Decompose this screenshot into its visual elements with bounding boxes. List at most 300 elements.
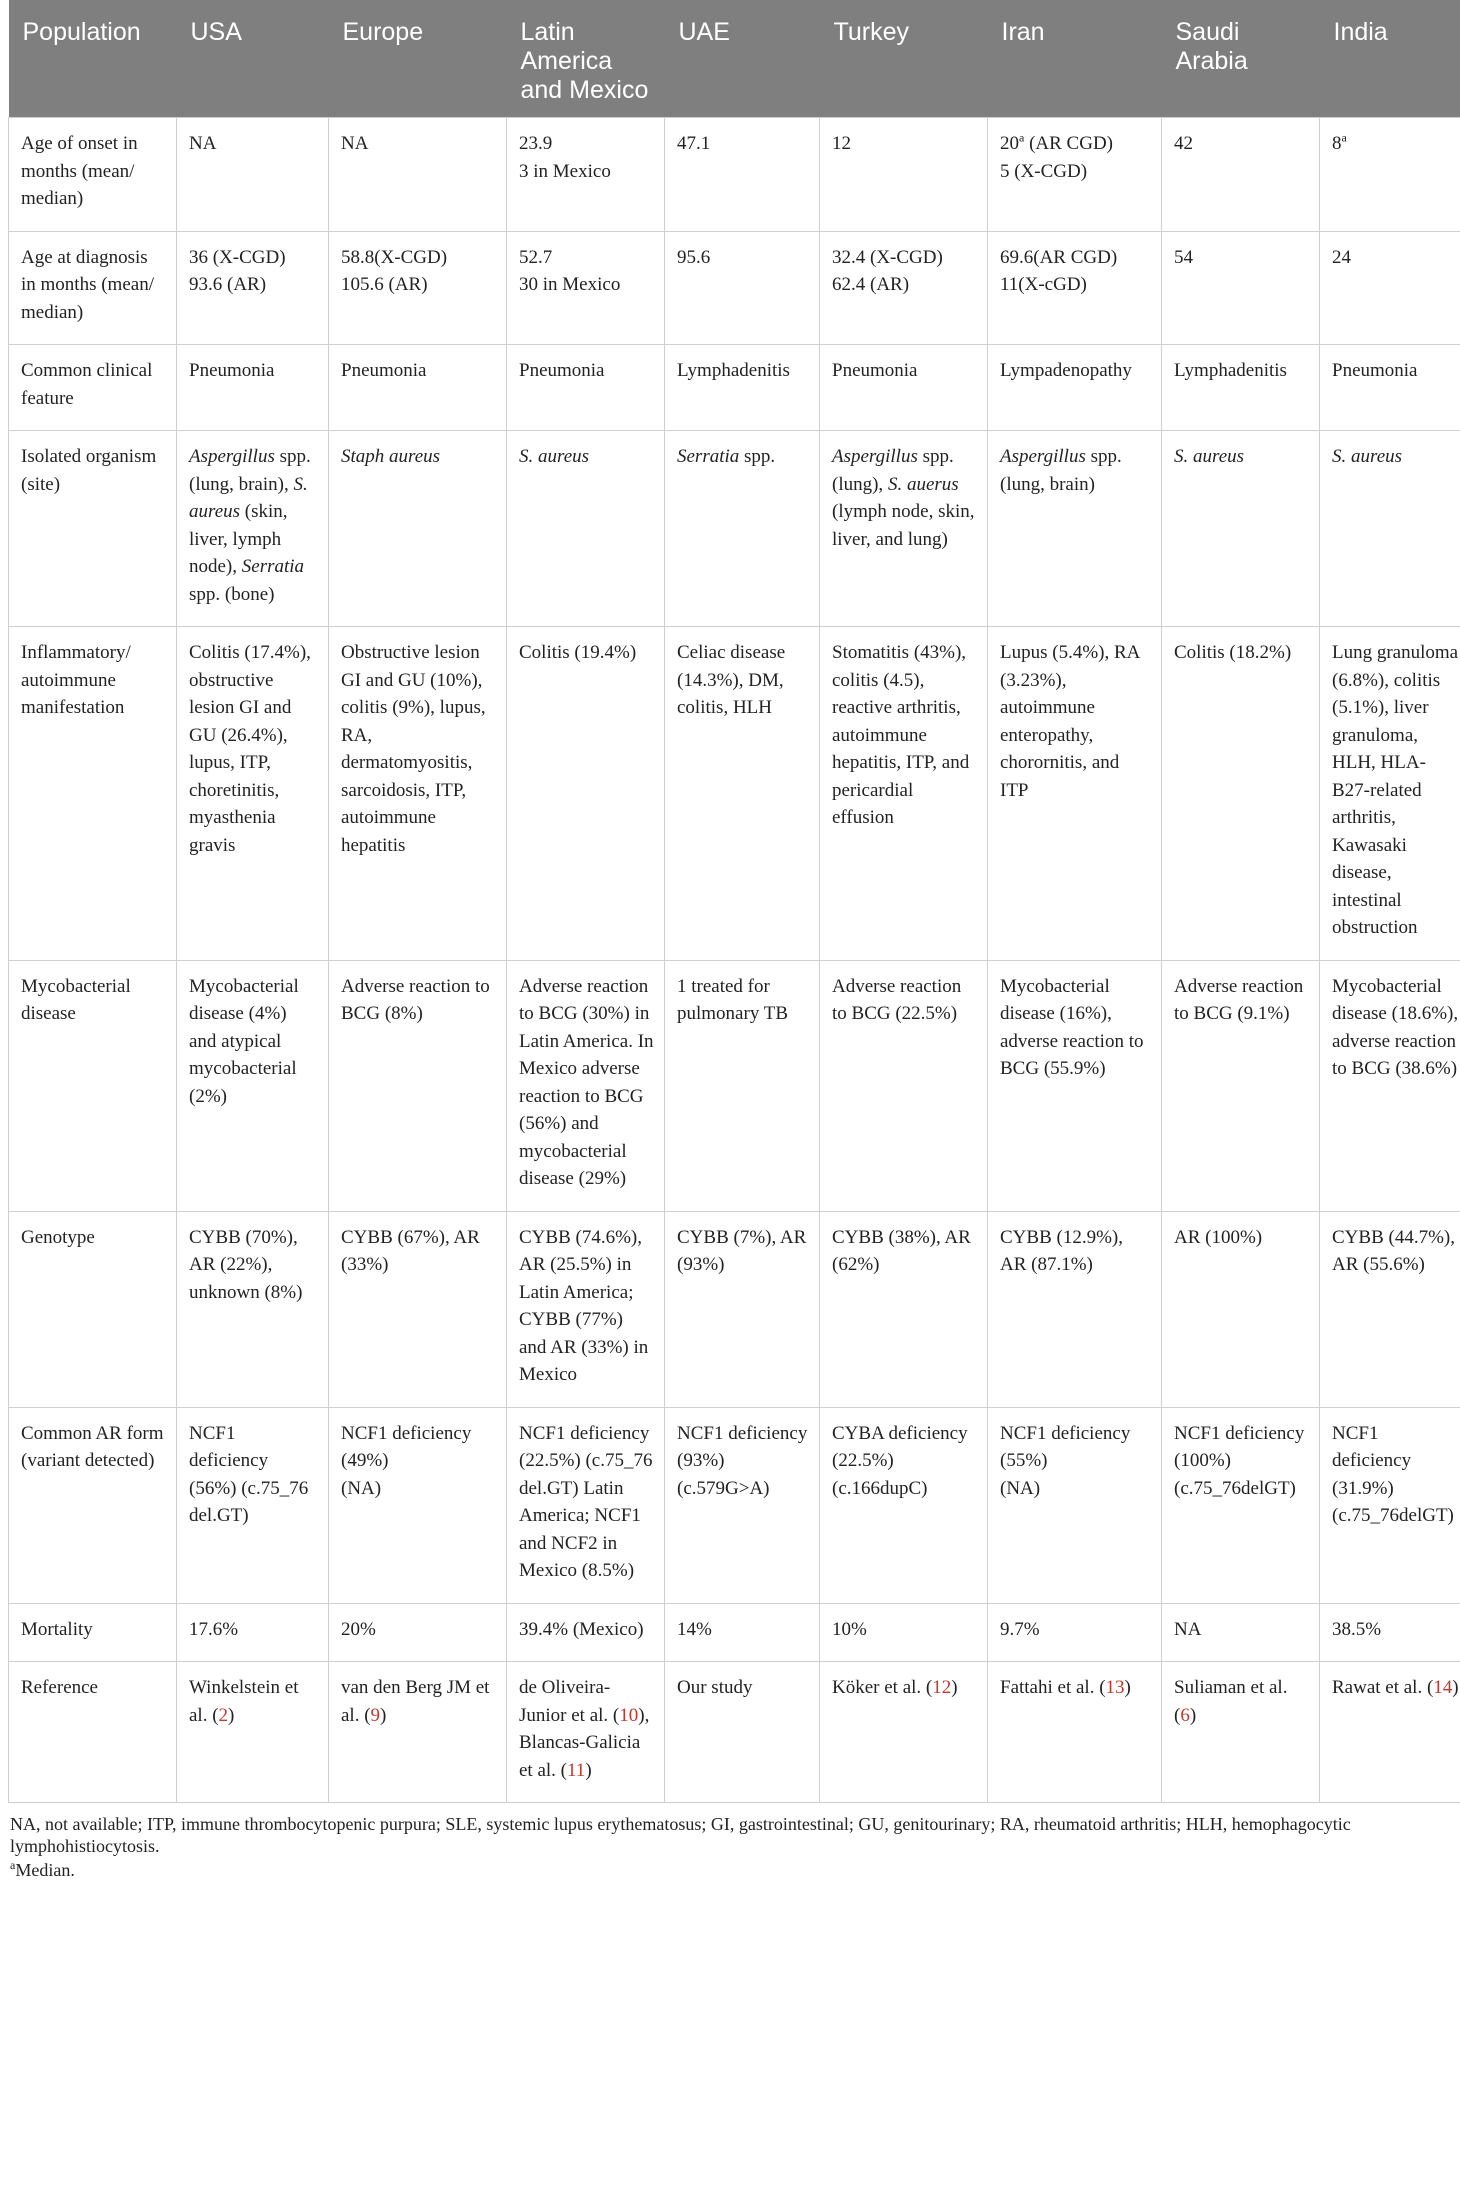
cell-text: 42 — [1174, 133, 1193, 154]
cell-isolated-organism-india — [1320, 431, 1460, 627]
cell-text: CYBB (38%), AR (62%) — [832, 1226, 971, 1275]
cell-text: Pneumonia — [189, 360, 275, 381]
cell-line — [341, 1224, 496, 1279]
cell-age-at-diagnosis-india — [1320, 231, 1460, 345]
cell-mortality-turkey — [820, 1603, 988, 1662]
cell-text: spp. (bone) — [189, 583, 275, 605]
cell-line — [1000, 271, 1151, 299]
cell-isolated-organism-europe — [329, 431, 507, 627]
cell-line — [677, 1674, 809, 1702]
cell-text: 93.6 (AR) — [189, 274, 267, 295]
cell-text: CYBB (44.7%), AR (55.6%) — [1332, 1226, 1455, 1275]
cell-text: 54 — [1174, 246, 1193, 268]
cell-genotype-europe — [329, 1211, 507, 1407]
cell-age-of-onset-india — [1320, 118, 1460, 232]
cell-line — [832, 271, 977, 299]
table-row-age-at-diagnosis — [9, 231, 1460, 345]
cell-line — [1000, 1224, 1151, 1279]
cell-line — [1174, 443, 1309, 471]
cell-inflammatory-autoimmune-uae — [665, 627, 820, 961]
table-row-reference — [9, 1662, 1460, 1803]
cell-mortality-usa — [177, 1603, 329, 1662]
cell-text: CYBB (70%), AR (22%), unknown (8%) — [189, 1226, 303, 1303]
cell-mortality-india — [1320, 1603, 1460, 1662]
cell-line — [189, 271, 318, 299]
header-iran: Iran — [988, 0, 1162, 118]
cell-common-clinical-feature-uae — [665, 345, 820, 431]
cell-text: NCF1 deficiency (93%) (c.579G>A) — [677, 1422, 808, 1499]
cell-text: NCF1 deficiency (55%) — [1000, 1422, 1131, 1471]
cell-text: (NA) — [1000, 1477, 1041, 1499]
cell-text: Köker et al. ( — [832, 1677, 933, 1698]
cell-line — [1332, 357, 1460, 385]
cell-mycobacterial-disease-turkey — [820, 960, 988, 1211]
cell-isolated-organism-turkey — [820, 431, 988, 627]
cell-line — [832, 639, 977, 832]
cell-line — [189, 973, 318, 1111]
cell-common-ar-form-europe — [329, 1407, 507, 1603]
cell-line — [677, 639, 809, 722]
cell-text: ) — [1452, 1677, 1459, 1698]
cell-text: AR (100%) — [1174, 1226, 1263, 1248]
footnote-median — [10, 1859, 1452, 1881]
cell-text: Adverse reaction to BCG (9.1%) — [1174, 975, 1304, 1024]
row-label-isolated-organism: Isolated organism (site) — [9, 431, 177, 627]
cell-text: Lymphadenitis — [1174, 360, 1287, 381]
cell-line — [519, 130, 654, 158]
cell-text: 32.4 (X-CGD) — [832, 246, 943, 268]
cell-text: S. aureus — [189, 473, 308, 522]
cell-common-ar-form-india — [1320, 1407, 1460, 1603]
cell-text: NCF1 deficiency (22.5%) (c.75_76 del.GT) Latin America; NCF1 and NCF2 in Mexico (8.5%) — [519, 1422, 653, 1581]
cell-inflammatory-autoimmune-iran — [988, 627, 1162, 961]
cell-text: 9.7% — [1000, 1618, 1040, 1640]
cell-age-of-onset-europe — [329, 118, 507, 232]
cell-reference-india — [1320, 1662, 1460, 1803]
cell-text: spp. (lung, brain), — [189, 446, 311, 495]
cell-line — [519, 357, 654, 385]
cell-common-ar-form-turkey — [820, 1407, 988, 1603]
cell-text: Suliaman et al. ( — [1174, 1677, 1288, 1726]
cell-age-at-diagnosis-usa — [177, 231, 329, 345]
reference-link[interactable]: 6 — [1180, 1704, 1190, 1726]
cell-text: 1 treated for pulmonary TB — [677, 975, 789, 1024]
cell-text: Lung granuloma (6.8%), colitis (5.1%), liver granuloma, HLH, HLA-B27-related arthritis, Kawasaki disease, intestinal obstruction — [1332, 642, 1459, 938]
cell-line — [1332, 130, 1460, 158]
cell-age-at-diagnosis-turkey — [820, 231, 988, 345]
cell-text: Serratia — [677, 446, 740, 467]
cell-text: spp. (lung), — [832, 446, 954, 495]
cell-common-clinical-feature-latin-america-mexico — [507, 345, 665, 431]
cell-text: Adverse reaction to BCG (8%) — [341, 975, 490, 1024]
cell-text: CYBB (74.6%), AR (25.5%) in Latin America; CYBB (77%) and AR (33%) in Mexico — [519, 1226, 649, 1385]
cell-text: 30 in Mexico — [519, 274, 621, 295]
cell-line — [832, 1224, 977, 1279]
cell-line — [1174, 639, 1309, 667]
cell-line — [677, 357, 809, 385]
cell-line — [341, 443, 496, 471]
cell-text: CYBA deficiency (22.5%) (c.166dupC) — [832, 1422, 968, 1499]
cell-text: Winkelstein et al. ( — [189, 1677, 299, 1726]
cell-reference-iran — [988, 1662, 1162, 1803]
cell-line — [677, 443, 809, 471]
cell-text: 17.6% — [189, 1618, 239, 1640]
cell-inflammatory-autoimmune-europe — [329, 627, 507, 961]
cell-line — [519, 1616, 654, 1644]
cell-line — [1174, 1224, 1309, 1252]
cell-line — [1332, 973, 1460, 1083]
reference-link[interactable]: 2 — [218, 1704, 229, 1726]
cell-line — [341, 973, 496, 1028]
cell-line — [519, 271, 654, 299]
cell-text: Adverse reaction to BCG (22.5%) — [832, 975, 962, 1024]
cell-line — [677, 1616, 809, 1644]
cell-text: Fattahi et al. ( — [1000, 1677, 1106, 1698]
cell-line — [1000, 1616, 1151, 1644]
cell-line — [341, 1420, 496, 1475]
cell-line — [1332, 1616, 1460, 1644]
cell-text: (NA) — [341, 1477, 382, 1499]
cell-mycobacterial-disease-iran — [988, 960, 1162, 1211]
cell-text: Colitis (18.2%) — [1174, 642, 1292, 663]
row-label-age-of-onset: Age of onset in months (mean/ median) — [9, 118, 177, 232]
cell-line — [832, 1420, 977, 1503]
cell-line — [1332, 1674, 1460, 1702]
cell-text: Pneumonia — [832, 360, 918, 381]
cell-reference-uae — [665, 1662, 820, 1803]
cell-text: Rawat et al. ( — [1332, 1677, 1434, 1698]
cell-common-ar-form-latin-america-mexico — [507, 1407, 665, 1603]
cell-common-clinical-feature-iran — [988, 345, 1162, 431]
cell-line — [1000, 357, 1151, 385]
cell-line — [519, 244, 654, 272]
cell-text: NA — [1174, 1618, 1202, 1640]
cell-text: NCF1 deficiency (31.9%) (c.75_76delGT) — [1332, 1422, 1454, 1526]
table-container — [8, 0, 1459, 1883]
cell-text: NA — [189, 133, 217, 154]
footnote-median-text: Median. — [15, 1860, 75, 1880]
cell-text: Aspergillus — [1000, 446, 1086, 467]
cell-line — [832, 1674, 977, 1702]
cell-line — [1000, 1420, 1151, 1475]
cell-mortality-uae — [665, 1603, 820, 1662]
reference-link[interactable]: 13 — [1105, 1677, 1125, 1698]
cell-line — [1174, 1674, 1309, 1729]
cell-text: 3 in Mexico — [519, 160, 611, 182]
cell-text: van den Berg JM et al. ( — [341, 1677, 490, 1726]
cell-age-at-diagnosis-uae — [665, 231, 820, 345]
cell-line — [189, 1674, 318, 1729]
header-row — [9, 0, 1460, 118]
cell-text: Lymphadenitis — [677, 360, 790, 381]
header-europe: Europe — [329, 0, 507, 118]
cell-age-of-onset-saudi-arabia — [1162, 118, 1320, 232]
cell-common-clinical-feature-saudi-arabia — [1162, 345, 1320, 431]
cell-line — [832, 973, 977, 1028]
cell-mycobacterial-disease-saudi-arabia — [1162, 960, 1320, 1211]
footnote-abbreviations: NA, not available; ITP, immune thrombocytopenic purpura; SLE, systemic lupus erythematosus; GI, gastrointestinal; GU, genitourinary; RA, rheumatoid arthritis; HLH, hemophagocytic lymphohistiocytosis. — [10, 1814, 1351, 1856]
cell-text: Our study — [677, 1677, 753, 1698]
cell-mycobacterial-disease-india — [1320, 960, 1460, 1211]
cell-text: CYBB (7%), AR (93%) — [677, 1226, 807, 1275]
cell-common-clinical-feature-usa — [177, 345, 329, 431]
cell-line — [1174, 1616, 1309, 1644]
reference-link[interactable]: 11 — [567, 1759, 586, 1781]
cell-line — [677, 973, 809, 1028]
cell-line — [519, 1674, 654, 1784]
row-label-common-ar-form: Common AR form (variant detected) — [9, 1407, 177, 1603]
cell-common-clinical-feature-europe — [329, 345, 507, 431]
cell-line — [341, 1475, 496, 1503]
cell-reference-usa — [177, 1662, 329, 1803]
cell-text: Aspergillus — [832, 446, 918, 467]
table-footnotes — [8, 1813, 1452, 1881]
cell-text: 39.4% (Mexico) — [519, 1618, 644, 1640]
cell-line — [189, 357, 318, 385]
cell-isolated-organism-latin-america-mexico — [507, 431, 665, 627]
cell-line — [341, 1674, 496, 1729]
cell-text: 62.4 (AR) — [832, 274, 910, 295]
footnote-median-mark: a — [10, 1858, 16, 1872]
cell-mortality-latin-america-mexico — [507, 1603, 665, 1662]
cell-text: Obstructive lesion GI and GU (10%), colitis (9%), lupus, RA, dermatomyositis, sarcoidosis, ITP, autoimmune hepatitis — [341, 642, 486, 856]
cell-mycobacterial-disease-latin-america-mexico — [507, 960, 665, 1211]
cell-text: NCF1 deficiency (100%) (c.75_76delGT) — [1174, 1422, 1305, 1499]
cell-genotype-uae — [665, 1211, 820, 1407]
cell-line — [519, 158, 654, 186]
table-row-genotype — [9, 1211, 1460, 1407]
cell-line — [832, 443, 977, 553]
row-label-age-at-diagnosis: Age at diagnosis in months (mean/ median) — [9, 231, 177, 345]
cell-text: S. aureus — [1332, 446, 1403, 467]
cell-genotype-iran — [988, 1211, 1162, 1407]
cell-text: NCF1 deficiency (49%) — [341, 1422, 472, 1471]
cell-line — [1332, 639, 1460, 942]
cell-line — [341, 357, 496, 385]
header-latin-america-mexico: Latin America and Mexico — [507, 0, 665, 118]
cell-line — [1000, 130, 1151, 158]
cell-text: Pneumonia — [1332, 360, 1418, 381]
cell-text: ) — [1124, 1677, 1131, 1698]
cell-line — [189, 130, 318, 158]
cell-genotype-turkey — [820, 1211, 988, 1407]
reference-link[interactable]: 14 — [1433, 1677, 1453, 1698]
cell-line — [341, 130, 496, 158]
cell-isolated-organism-usa — [177, 431, 329, 627]
cell-isolated-organism-uae — [665, 431, 820, 627]
header-usa: USA — [177, 0, 329, 118]
cell-line — [1174, 1420, 1309, 1503]
row-label-common-clinical-feature: Common clinical feature — [9, 345, 177, 431]
cell-mortality-europe — [329, 1603, 507, 1662]
table-row-age-of-onset — [9, 118, 1460, 232]
cell-text: 95.6 — [677, 246, 711, 268]
table-row-mycobacterial-disease — [9, 960, 1460, 1211]
cell-text: S. aureus — [519, 446, 590, 467]
cell-text: Pneumonia — [519, 360, 605, 381]
cell-text: 11(X-cGD) — [1000, 274, 1087, 295]
cell-text: Lupus (5.4%), RA (3.23%), autoimmune enteropathy, chorornitis, and ITP — [1000, 642, 1140, 801]
cell-text: ) — [585, 1759, 592, 1781]
cell-common-clinical-feature-india — [1320, 345, 1460, 431]
cell-mortality-saudi-arabia — [1162, 1603, 1320, 1662]
cell-text: Colitis (19.4%) — [519, 642, 637, 663]
table-row-common-ar-form — [9, 1407, 1460, 1603]
cell-text: Aspergillus — [189, 446, 275, 467]
cell-line — [189, 1420, 318, 1530]
cell-text: ) — [380, 1704, 387, 1726]
table-row-common-clinical-feature — [9, 345, 1460, 431]
cell-line — [677, 130, 809, 158]
cell-line — [189, 1616, 318, 1644]
cell-reference-saudi-arabia — [1162, 1662, 1320, 1803]
cell-genotype-usa — [177, 1211, 329, 1407]
cell-line — [519, 443, 654, 471]
cell-text: Mycobacterial disease (4%) and atypical mycobacterial (2%) — [189, 975, 299, 1107]
cell-line — [519, 1420, 654, 1585]
cell-text: 12 — [832, 133, 851, 154]
cell-text: Staph aureus — [341, 446, 441, 467]
cell-line — [519, 1224, 654, 1389]
cell-text: Mycobacterial disease (18.6%), adverse reaction to BCG (38.6%) — [1332, 975, 1459, 1079]
cell-text: Adverse reaction to BCG (30%) in Latin America. In Mexico adverse reaction to BCG (56%) and mycobacterial disease (29%) — [519, 975, 654, 1189]
reference-link[interactable]: 9 — [370, 1704, 381, 1726]
cell-text: ) — [228, 1704, 235, 1726]
cell-text: spp. — [739, 446, 776, 467]
cell-text: ), Blancas-Galicia et al. ( — [519, 1704, 650, 1781]
cell-line — [1174, 244, 1309, 272]
cell-line — [677, 1224, 809, 1279]
cell-age-of-onset-uae — [665, 118, 820, 232]
cell-text: 20% — [341, 1618, 376, 1640]
cell-age-at-diagnosis-europe — [329, 231, 507, 345]
cell-text: 24 — [1332, 246, 1351, 268]
cell-age-of-onset-iran — [988, 118, 1162, 232]
cell-mycobacterial-disease-europe — [329, 960, 507, 1211]
table-row-isolated-organism — [9, 431, 1460, 627]
cell-common-ar-form-saudi-arabia — [1162, 1407, 1320, 1603]
cell-genotype-india — [1320, 1211, 1460, 1407]
cell-line — [1000, 1475, 1151, 1503]
header-population: Population — [9, 0, 177, 118]
cell-text: ) — [951, 1677, 958, 1698]
cell-line — [1332, 1420, 1460, 1530]
cell-line — [1174, 357, 1309, 385]
reference-link[interactable]: 12 — [932, 1677, 952, 1698]
cell-text: 8 — [1332, 133, 1342, 154]
cell-line — [832, 357, 977, 385]
cell-text: CYBB (12.9%), AR (87.1%) — [1000, 1226, 1123, 1275]
cell-text: a — [1341, 130, 1347, 145]
cell-line — [1000, 443, 1151, 498]
header-saudi-arabia: Saudi Arabia — [1162, 0, 1320, 118]
cell-age-of-onset-usa — [177, 118, 329, 232]
cell-line — [832, 244, 977, 272]
cell-genotype-saudi-arabia — [1162, 1211, 1320, 1407]
cell-line — [1332, 244, 1460, 272]
cell-line — [341, 639, 496, 859]
cell-common-ar-form-uae — [665, 1407, 820, 1603]
cell-text: Colitis (17.4%), obstructive lesion GI and GU (26.4%), lupus, ITP, choretinitis, myasthenia gravis — [189, 642, 311, 856]
cell-text: 10% — [832, 1618, 867, 1640]
cell-inflammatory-autoimmune-turkey — [820, 627, 988, 961]
cell-text: CYBB (67%), AR (33%) — [341, 1226, 480, 1275]
cell-line — [1332, 1224, 1460, 1279]
cell-line — [341, 1616, 496, 1644]
cell-text: Pneumonia — [341, 360, 427, 381]
row-label-mycobacterial-disease: Mycobacterial disease — [9, 960, 177, 1211]
cell-line — [189, 244, 318, 272]
header-india: India — [1320, 0, 1460, 118]
cell-text: 47.1 — [677, 133, 711, 154]
cell-reference-turkey — [820, 1662, 988, 1803]
cell-common-clinical-feature-turkey — [820, 345, 988, 431]
cell-text: ) — [1189, 1704, 1197, 1726]
reference-link[interactable]: 10 — [619, 1704, 639, 1726]
cell-text: 20 — [1000, 133, 1019, 154]
cell-text: spp. (lung, brain) — [1000, 446, 1122, 495]
cell-common-ar-form-iran — [988, 1407, 1162, 1603]
cell-line — [189, 1224, 318, 1307]
cell-text: 38.5% — [1332, 1618, 1382, 1640]
cell-reference-latin-america-mexico — [507, 1662, 665, 1803]
cell-text: 58.8(X-CGD) — [341, 246, 448, 268]
cell-line — [832, 1616, 977, 1644]
cell-text: Serratia — [241, 556, 305, 577]
cell-age-at-diagnosis-iran — [988, 231, 1162, 345]
cell-mortality-iran — [988, 1603, 1162, 1662]
cell-text: 36 (X-CGD) — [189, 246, 286, 268]
cell-text: NCF1 deficiency (56%) (c.75_76 del.GT) — [189, 1422, 309, 1526]
cell-line — [1000, 1674, 1151, 1702]
cell-line — [189, 443, 318, 608]
cell-text: Stomatitis (43%), colitis (4.5), reactive arthritis, autoimmune hepatitis, ITP, and pericardial effusion — [832, 642, 970, 828]
cell-line — [1000, 158, 1151, 186]
cell-line — [832, 130, 977, 158]
cell-isolated-organism-saudi-arabia — [1162, 431, 1320, 627]
cell-text: S. auerus — [887, 473, 959, 495]
cell-age-at-diagnosis-latin-america-mexico — [507, 231, 665, 345]
cell-text: NA — [341, 133, 369, 154]
cell-text: (AR CGD) — [1024, 133, 1113, 154]
row-label-reference: Reference — [9, 1662, 177, 1803]
cell-text: de Oliveira-Junior et al. ( — [519, 1677, 620, 1726]
cell-inflammatory-autoimmune-latin-america-mexico — [507, 627, 665, 961]
cell-reference-europe — [329, 1662, 507, 1803]
cell-line — [1174, 973, 1309, 1028]
cell-genotype-latin-america-mexico — [507, 1211, 665, 1407]
cell-line — [677, 1420, 809, 1503]
cell-text: 23.9 — [519, 133, 553, 154]
cell-line — [519, 973, 654, 1193]
cell-mycobacterial-disease-uae — [665, 960, 820, 1211]
cell-line — [1000, 639, 1151, 804]
cell-text: 69.6(AR CGD) — [1000, 246, 1118, 268]
cell-text: 52.7 — [519, 246, 553, 268]
cell-text: 105.6 (AR) — [341, 274, 428, 295]
cell-inflammatory-autoimmune-saudi-arabia — [1162, 627, 1320, 961]
cell-text: Celiac disease (14.3%), DM, colitis, HLH — [677, 642, 786, 718]
cell-line — [1332, 443, 1460, 471]
row-label-genotype: Genotype — [9, 1211, 177, 1407]
row-label-inflammatory-autoimmune: Inflammatory/ autoimmune manifestation — [9, 627, 177, 961]
cell-inflammatory-autoimmune-india — [1320, 627, 1460, 961]
table-row-inflammatory-autoimmune — [9, 627, 1460, 961]
cell-age-of-onset-latin-america-mexico — [507, 118, 665, 232]
comparison-table — [8, 0, 1460, 1803]
cell-text: Lympadenopathy — [1000, 360, 1132, 381]
cell-isolated-organism-iran — [988, 431, 1162, 627]
